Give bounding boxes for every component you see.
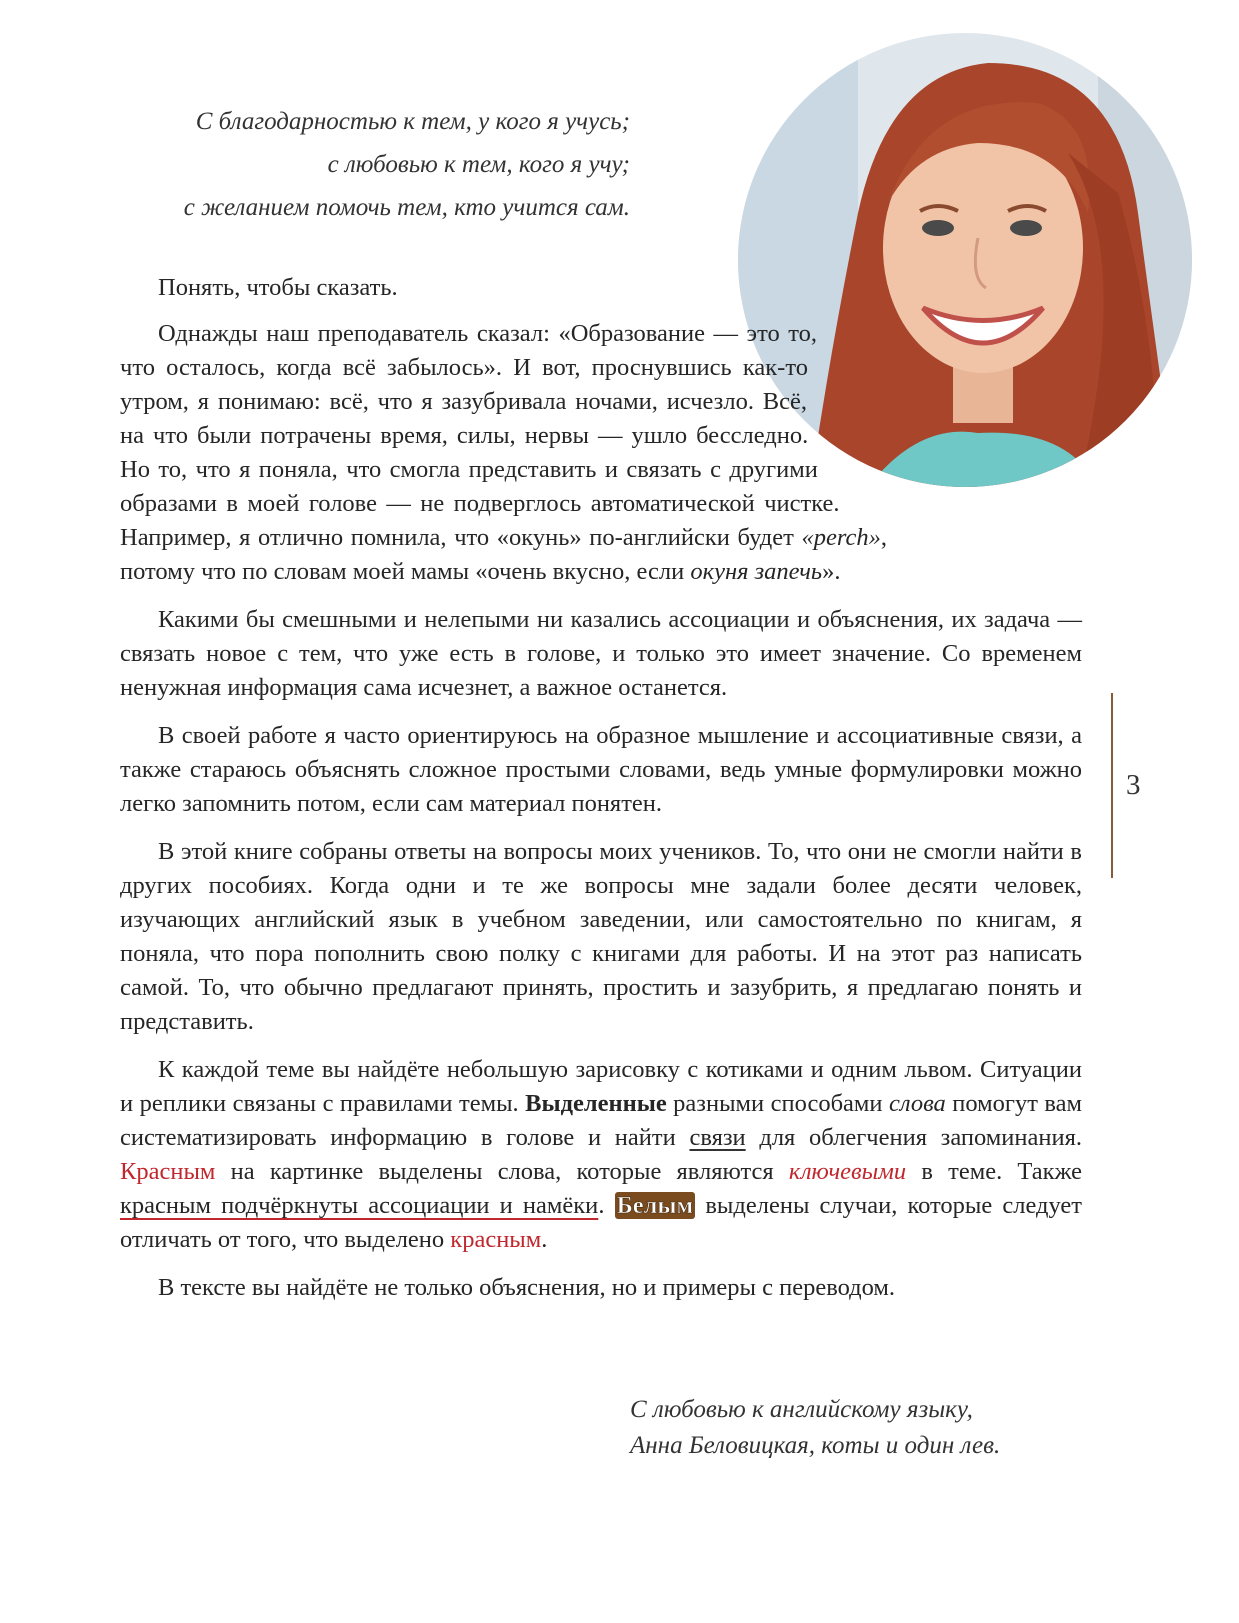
p5-text-e: на картинке выделены слова, которые являются: [230, 1158, 774, 1185]
signature-line-1: С любовью к английскому языку,: [630, 1396, 973, 1423]
section-title: Понять, чтобы сказать.: [158, 274, 398, 301]
paragraph-1-end: ».: [822, 558, 841, 585]
p5-text-i: .: [541, 1226, 548, 1253]
paragraph-6: В тексте вы найдёте не только объяснения, но и примеры с переводом.: [158, 1274, 896, 1301]
red-highlight-3: красным: [450, 1226, 542, 1253]
paragraph-2: Какими бы смешными и нелепыми ни казались ассоциации и объяснения, их задача — связать новое с тем, что уже есть в голове, и только это имеет значение. Со временем ненужная информация сама исчезнет, а важное останется.: [120, 606, 1082, 701]
epigraph-line-1: С благодарностью к тем, у кого я учусь;: [195, 108, 630, 135]
left-eye: [922, 220, 954, 236]
underlined-svyazi: связи: [689, 1124, 746, 1151]
white-highlight: Белым: [616, 1192, 694, 1219]
signature-line-2: Анна Беловицкая, коты и один лев.: [630, 1432, 1001, 1459]
p5-text-f: в теме. Также: [921, 1158, 1083, 1185]
epigraph: [100, 100, 630, 229]
paragraph-5: [120, 1053, 1082, 1257]
p5-text-g: .: [598, 1192, 605, 1219]
bold-highlight: Выделенные: [525, 1090, 667, 1117]
page-number: 3: [1126, 769, 1141, 801]
signature: [630, 1392, 1110, 1464]
paragraph-3: В своей работе я часто ориентируюсь на образное мышление и ассоциативные связи, а также стараюсь объяснять сложное простыми словами, ведь умные формулировки можно легко запомнить потом, если сам материал понятен.: [120, 722, 1082, 817]
margin-rule: [1111, 693, 1113, 878]
paragraph-4: В этой книге собраны ответы на вопросы моих учеников. То, что они не смогли найти в других пособиях. Когда одни и те же вопросы мне задали более десяти человек, изучающих английский язык в учебном заведении, или самостоятельно по книгам, я поняла, что пора пополнить свою полку с книгами для работы. И на этот раз написать самой. То, что обычно предлагают принять, простить и зазубрить, я предлагаю понять и представить.: [120, 838, 1082, 1035]
p5-text-d: для облегчения запоминания.: [759, 1124, 1083, 1151]
epigraph-line-2: с любовью к тем, кого я учу;: [327, 151, 630, 178]
red-highlight-1: Красным: [120, 1158, 216, 1185]
okunya-phrase: окуня запечь: [690, 558, 823, 585]
paragraph-1-text: Однажды наш преподаватель сказал: «Образование — это то, что осталось, когда всё забылось». И вот, проснувшись как-то утром, я понимаю: всё, что я зазубривала ночами, исчезло. Всё, на что были потрачены время, силы, нервы — ушло бесследно. Но то, что я поняла, что смогла представить и связать с другими образами в моей голове — не подверглось автоматической чистке. Например, я отлично помнила, что «окунь» по-английски будет: [120, 320, 840, 551]
italic-highlight: слова: [888, 1090, 946, 1117]
paragraph-1-mid: , потому что по словам моей мамы «очень вкусно, если: [120, 524, 887, 585]
epigraph-line-3: с желанием помочь тем, кто учится сам.: [183, 194, 630, 221]
p5-text-c: помогут вам систематизировать информацию в голове и найти: [120, 1090, 1082, 1151]
red-highlight-2: ключевыми: [788, 1158, 907, 1185]
perch-word: «perch»: [801, 524, 881, 551]
body-text: [120, 271, 1082, 1319]
red-underline-phrase: красным подчёркнуты ассоциации и намёки: [120, 1192, 599, 1219]
right-eye: [1010, 220, 1042, 236]
p5-text-a: К каждой теме вы найдёте небольшую зарисовку с котиками и одним львом. Ситуации и реплики связаны с правилами темы.: [120, 1056, 1082, 1117]
p5-text-b: разными способами: [673, 1090, 883, 1117]
p5-text-h: выделены случаи, которые следует отличать от того, что выделено: [120, 1192, 1083, 1253]
